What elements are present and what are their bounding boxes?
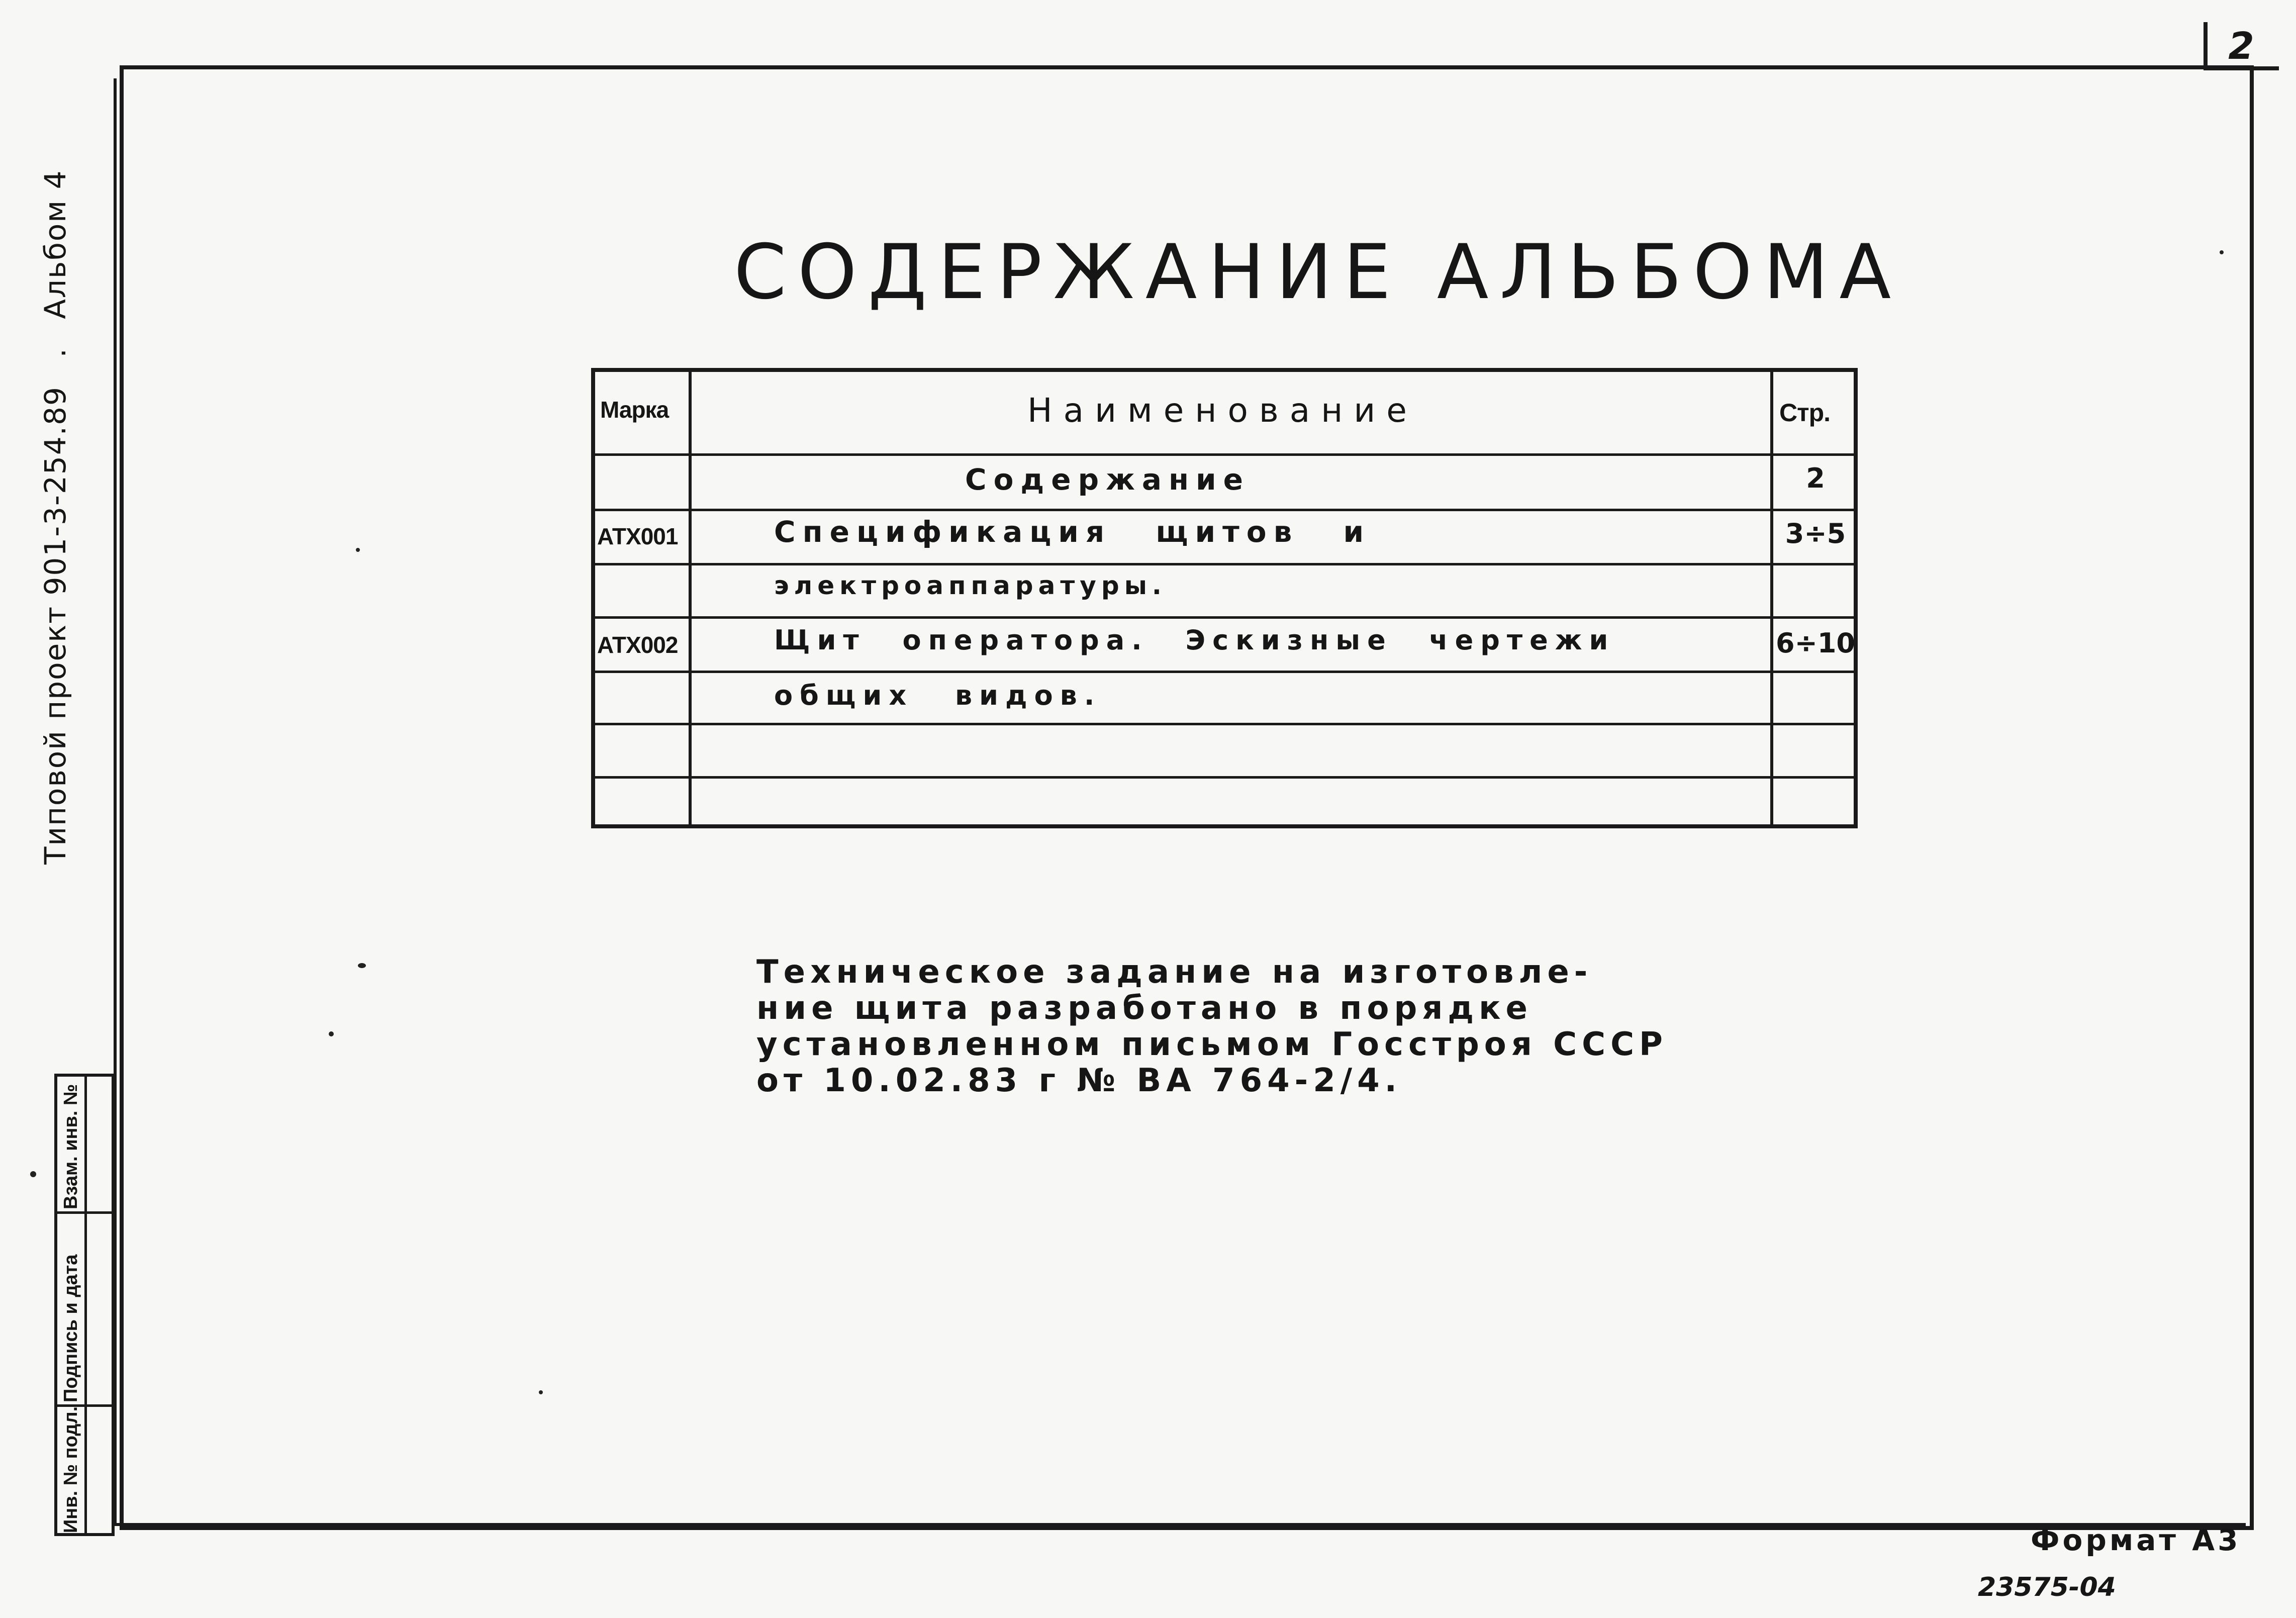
side-note <box>20 141 90 865</box>
header-name: Наименование <box>1027 391 1418 430</box>
row-divider <box>595 616 1854 619</box>
scan-speck <box>358 963 366 968</box>
row-divider <box>595 671 1854 673</box>
scan-speck <box>30 1171 36 1177</box>
note-line: от 10.02.83 г № ВА 764-2/4. <box>756 1062 1402 1099</box>
row-name: Спецификация щитов и <box>774 515 1371 549</box>
contents-table <box>591 368 1858 828</box>
row-name: Щит оператора. Эскизные чертежи <box>774 624 1615 656</box>
note-line: Техническое задание на изготовле- <box>756 954 1593 991</box>
stamp-row-line <box>57 1211 112 1214</box>
row-mark: АТХ002 <box>597 632 678 658</box>
approval-stamp <box>54 1074 115 1536</box>
sheet-number: 2 <box>2228 25 2254 68</box>
stamp-label-inv-orig: Инв. № подл. <box>60 1406 81 1533</box>
row-divider <box>595 563 1854 565</box>
stamp-label-replaced-inv: Взам. инв. № <box>60 1084 81 1209</box>
row-page: 2 <box>1806 462 1825 494</box>
row-mark: АТХ001 <box>597 523 678 549</box>
row-name: Содержание <box>965 462 1251 497</box>
row-divider <box>595 776 1854 779</box>
paper-format: Формат А3 <box>2031 1523 2241 1557</box>
technical-note <box>756 954 1668 1099</box>
row-divider <box>595 723 1854 725</box>
column-divider <box>1770 372 1773 824</box>
document-number: 23575-04 <box>1978 1572 2116 1602</box>
stamp-label-signature-date: Подпись и дата <box>60 1254 81 1402</box>
column-divider <box>689 372 692 824</box>
scan-speck <box>329 1031 334 1036</box>
row-name: электроаппаратуры. <box>774 571 1167 600</box>
header-mark: Марка <box>600 397 669 423</box>
scan-speck <box>539 1390 543 1394</box>
note-line: установленном письмом Госстроя СССР <box>756 1026 1668 1063</box>
row-name: общих видов. <box>774 680 1102 711</box>
row-page: 6÷10 <box>1776 627 1855 659</box>
row-divider <box>595 509 1854 511</box>
note-line: ние щита разработано в порядке <box>756 990 1533 1027</box>
row-page: 3÷5 <box>1785 518 1846 549</box>
project-designation: Типовой проект 901-3-254.89 <box>38 386 72 865</box>
stamp-divider <box>84 1077 87 1533</box>
scan-speck <box>2220 250 2224 254</box>
header-page: Стр. <box>1779 399 1831 427</box>
row-divider <box>595 453 1854 456</box>
scan-speck <box>356 548 360 552</box>
side-note-separator: . <box>38 347 72 358</box>
page-title: СОДЕРЖАНИЕ АЛЬБОМА <box>734 229 1902 316</box>
album-number: Альбом 4 <box>38 169 72 319</box>
